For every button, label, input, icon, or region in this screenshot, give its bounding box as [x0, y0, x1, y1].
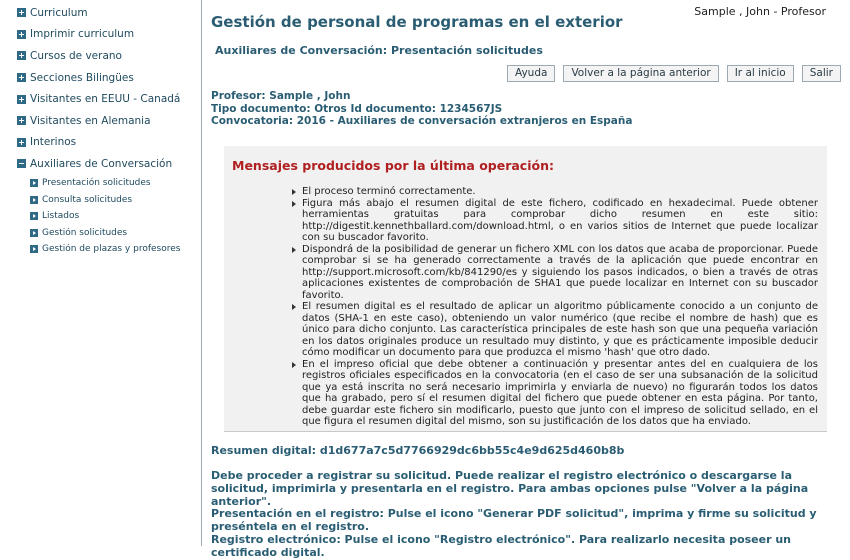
arrow-right-icon [30, 229, 38, 237]
arrow-right-icon [30, 245, 38, 253]
instruction-presentation: Presentación en el registro: Pulse el icono "Generar PDF solicitud", imprima y firme su solicitud y preséntela en el registro. [211, 507, 817, 534]
instruction-register: Debe proceder a registrar su solicitud. Puede realizar el registro electrónico o descargarse la solicitud, imprimirla y presentarla en el registro. Para ambas opciones pulse "Volver a la página anterior". [211, 469, 809, 508]
sidebar-item-label: Imprimir curriculum [30, 28, 135, 41]
messages-panel [224, 146, 827, 432]
back-button[interactable]: Volver a la página anterior [563, 65, 718, 82]
collapse-minus-icon[interactable] [17, 159, 26, 168]
sidebar-item-curriculum[interactable] [0, 2, 201, 24]
sidebar-item-imprimir-curriculum[interactable] [0, 24, 201, 46]
arrow-right-icon [30, 196, 38, 204]
sidebar-item-label: Visitantes en EEUU - Canadá [30, 93, 181, 106]
sidebar-item-interinos[interactable] [0, 132, 201, 154]
sidebar-item-label: Visitantes en Alemania [30, 114, 151, 127]
convocatoria-line: Convocatoria: 2016 - Auxiliares de conversación extranjeros en España [211, 115, 633, 127]
profesor-line: Profesor: Sample , John [211, 90, 351, 102]
user-name: Sample , John - Profesor [694, 5, 826, 18]
subitem-gestion-plazas[interactable] [0, 241, 201, 258]
arrow-right-icon [30, 179, 38, 187]
sidebar-item-label: Curriculum [30, 6, 88, 19]
expand-plus-icon[interactable] [17, 8, 26, 17]
sidebar-item-label: Secciones Bilingües [30, 71, 134, 84]
toolbar [507, 65, 841, 82]
subitem-label: Gestión solicitudes [42, 227, 128, 238]
messages-list [290, 186, 818, 428]
expand-plus-icon[interactable] [17, 95, 26, 104]
expand-plus-icon[interactable] [17, 30, 26, 39]
subitem-presentacion-solicitudes[interactable] [0, 175, 201, 192]
expand-plus-icon[interactable] [17, 73, 26, 82]
message-item: El proceso terminó correctamente. [290, 186, 818, 198]
expand-plus-icon[interactable] [17, 116, 26, 125]
sidebar-item-label: Cursos de verano [30, 49, 122, 62]
expand-plus-icon[interactable] [17, 51, 26, 60]
sidebar-item-visitantes-alemania[interactable] [0, 110, 201, 132]
instructions [211, 470, 837, 560]
sidebar-item-secciones-bilingues[interactable] [0, 67, 201, 89]
message-item: Dispondrá de la posibilidad de generar un fichero XML con los datos que acaba de proporcionar. Puede comprobar si se ha generado correctamente a través de la aplicación que puede encontrar en http://support.microsoft.com/kb/841290/es y siguiendo los pasos indicados, o bien a través de otras aplicaciones existentes de comprobación de SHA1 que puede localizar en Internet con su buscador favorito. [290, 244, 818, 302]
section-title: Auxiliares de Conversación: Presentación solicitudes [215, 44, 543, 57]
subitem-gestion-solicitudes[interactable] [0, 224, 201, 241]
message-item: En el impreso oficial que debe obtener a continuación y presentar antes del en cualquiera de los registros oficiales especificados en la convocatoria (en el caso de ser una subsanación de la solicitud que ya está inscrita no será necesario imprimirla y enviarla de nuevo) no figurarán todos los datos que ha grabado, pero sí el resumen digital del fichero que puede obtener en esta página. Por tanto, debe guardar este fichero sin modificarlo, puesto que junto con el impreso de solicitud sellado, en el que figura el resumen digital del mismo, son su justificación de los datos que ha enviado. [290, 359, 818, 428]
subitem-listados[interactable] [0, 208, 201, 225]
subitem-label: Consulta solicitudes [42, 194, 133, 205]
subitem-label: Listados [42, 211, 80, 221]
sidebar-item-cursos-verano[interactable] [0, 45, 201, 67]
sidebar-item-label: Auxiliares de Conversación [30, 157, 173, 170]
page-title: Gestión de personal de programas en el exterior [211, 13, 623, 31]
main-content [211, 0, 841, 559]
message-item: Figura más abajo el resumen digital de este fichero, codificado en hexadecimal. Puede obtener herramientas gratuitas para comprobar dicho resumen en este sitio: http://digestit.kennethballard.com/download.html, o en varios sitios de Internet que puede localizar con su buscador favorito. [290, 198, 818, 244]
sidebar-nav [0, 0, 202, 546]
subitem-consulta-solicitudes[interactable] [0, 191, 201, 208]
sidebar-item-auxiliares[interactable] [0, 153, 201, 175]
home-button[interactable]: Ir al inicio [727, 65, 794, 82]
applicant-info [211, 90, 632, 128]
arrow-right-icon [30, 212, 38, 220]
sidebar-item-label: Interinos [30, 136, 77, 149]
exit-button[interactable]: Salir [802, 65, 841, 82]
expand-plus-icon[interactable] [17, 138, 26, 147]
help-button[interactable]: Ayuda [507, 65, 555, 82]
sidebar-item-visitantes-eeuu[interactable] [0, 88, 201, 110]
message-item: El resumen digital es el resultado de aplicar un algoritmo públicamente conocido a un conjunto de datos (SHA-1 en este caso), obteniendo un valor numérico (que recibe el nombre de hash) que es único para dicho conjunto. Las característica principales de este hash son que una pequeña variación en los datos originales produce un resultado muy distinto, y que es prácticamente imposible deducir cómo modificar un documento para que produzca el mismo 'hash' que otro dado. [290, 301, 818, 359]
subitem-label: Presentación solicitudes [42, 178, 151, 188]
subitem-label: Gestión de plazas y profesores [42, 244, 181, 254]
instruction-electronic: Registro electrónico: Pulse el icono "Registro electrónico". Para realizarlo necesita poseer un certificado digital. [211, 532, 792, 559]
digital-summary: Resumen digital: d1d677a7c5d7766929dc6bb55c4e9d625d460b8b [211, 444, 625, 457]
documento-line: Tipo documento: Otros Id documento: 1234567JS [211, 102, 503, 115]
messages-title: Mensajes producidos por la última operación: [232, 158, 554, 173]
